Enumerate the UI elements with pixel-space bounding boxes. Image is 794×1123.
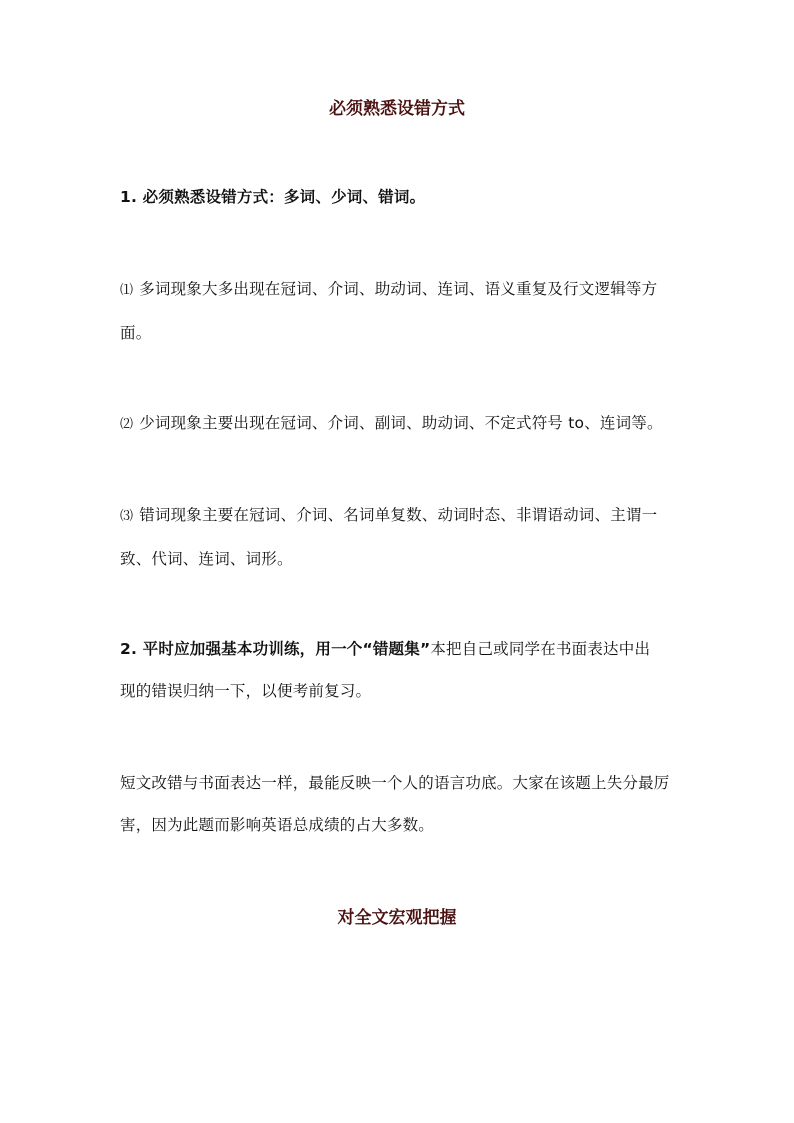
- list-item-1: [120, 268, 680, 354]
- point-2-line-2: 现的错误归纳一下，以便考前复习。: [120, 682, 372, 700]
- body-paragraph-line-1: 短文改错与书面表达一样，最能反映一个人的语言功底。大家在该题上失分最厉: [120, 774, 670, 792]
- page-title: 必须熟悉设错方式: [329, 99, 465, 119]
- list-item-2-marker: ⑵: [120, 417, 134, 432]
- body-paragraph-line-2: 害，因为此题而影响英语总成绩的占大多数。: [120, 816, 435, 834]
- list-item-3-marker: ⑶: [120, 509, 134, 524]
- list-item-3-line-1: [120, 494, 680, 538]
- list-item-1-text-1: 多词现象大多出现在冠词、介词、助动词、连词、语义重复及行文逻辑等方: [139, 280, 658, 298]
- list-item-1-marker: ⑴: [120, 283, 134, 298]
- list-item-2-line-1: [120, 402, 680, 446]
- list-item-1-line-2: 面。: [120, 324, 152, 342]
- list-item-3: [120, 494, 680, 580]
- point-1-heading: [120, 176, 680, 218]
- point-2-bold-text: 2. 平时应加强基本功训练，用一个“错题集”: [120, 640, 431, 658]
- list-item-2: [120, 402, 680, 446]
- section-subtitle: 对全文宏观把握: [337, 908, 457, 928]
- point-2: [120, 628, 680, 712]
- point-1-heading-text: 1. 必须熟悉设错方式：多词、少词、错词。: [120, 188, 426, 206]
- list-item-1-line-1: [120, 268, 680, 312]
- list-item-2-text-1: 少词现象主要出现在冠词、介词、副词、助动词、不定式符号 to、连词等。: [139, 414, 663, 432]
- body-paragraph: [120, 762, 680, 846]
- point-2-line-1: [120, 628, 680, 670]
- list-item-3-text-1: 错词现象主要在冠词、介词、名词单复数、动词时态、非谓语动词、主谓一: [139, 506, 658, 524]
- list-item-3-line-2: 致、代词、连词、词形。: [120, 550, 293, 568]
- point-2-normal-text: 本把自己或同学在书面表达中出: [430, 640, 651, 658]
